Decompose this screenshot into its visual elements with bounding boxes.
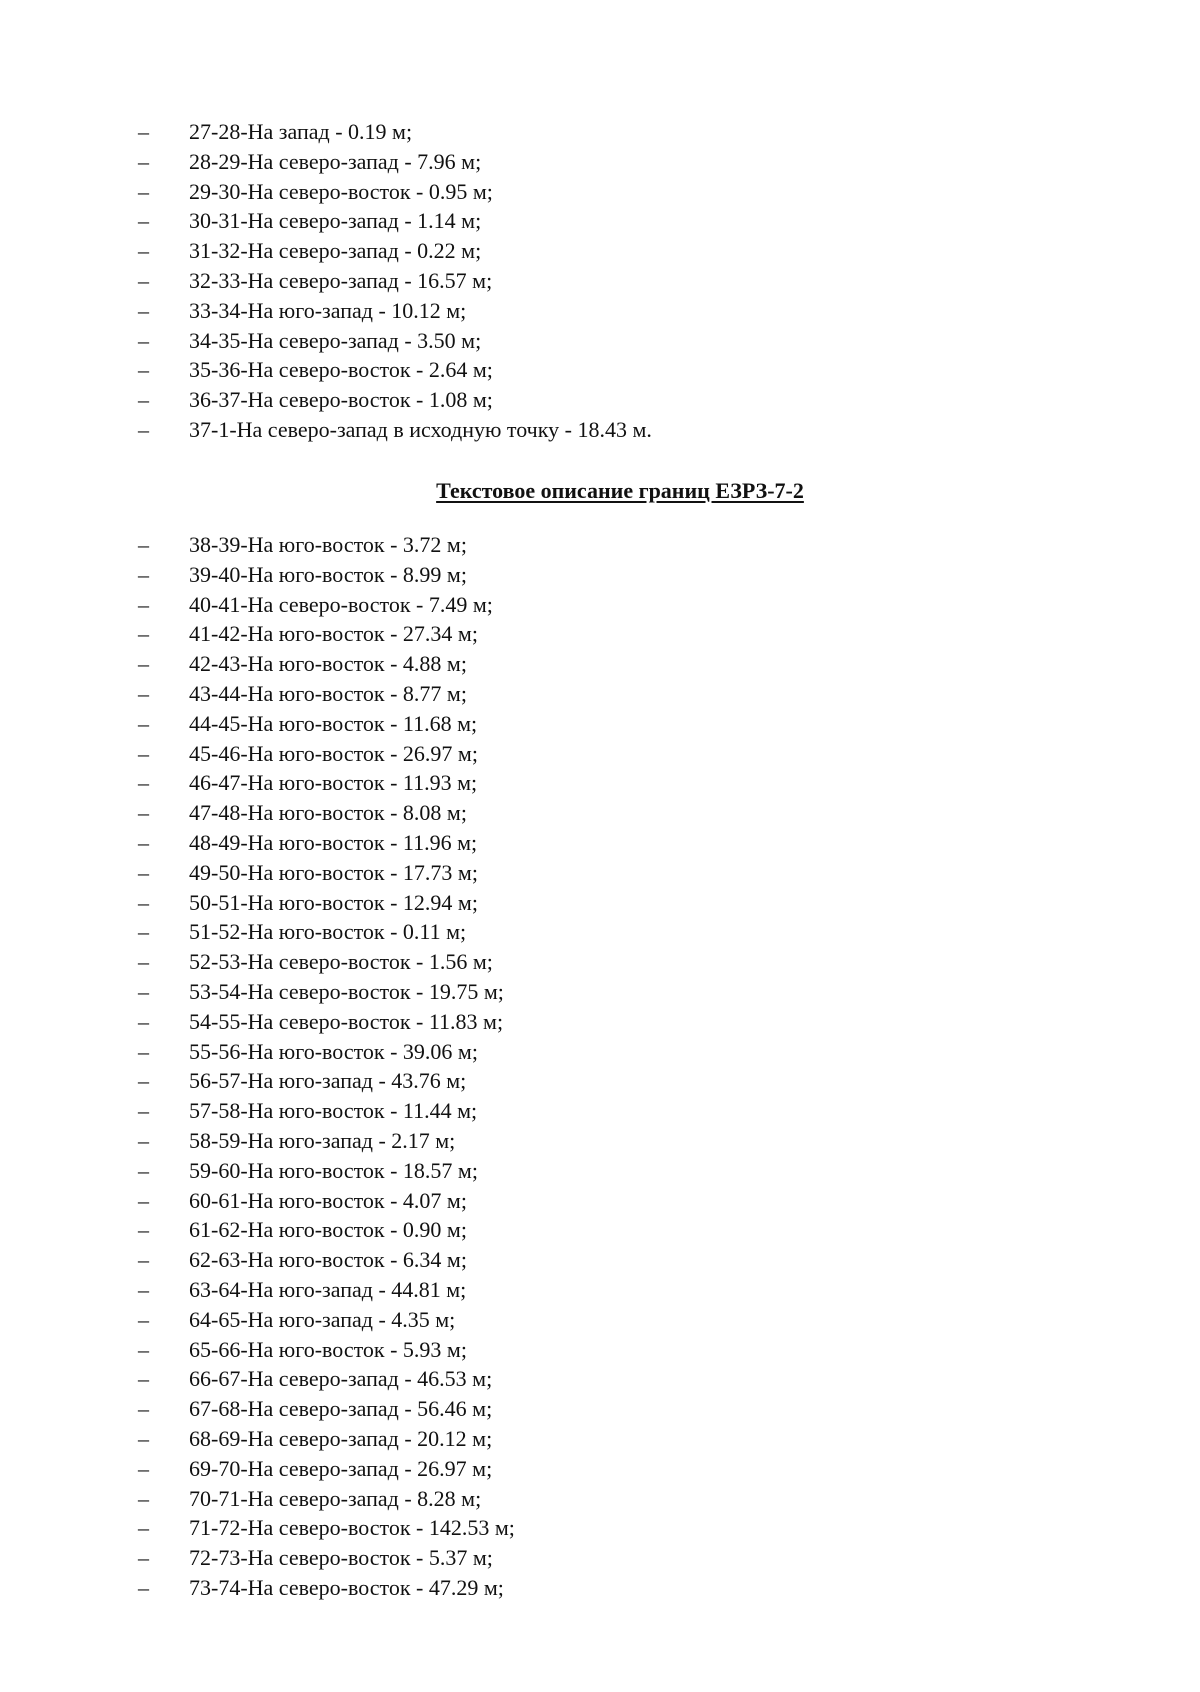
list-item bbox=[138, 177, 1038, 207]
list-bullet: – bbox=[138, 621, 149, 647]
list-bullet: – bbox=[138, 859, 149, 885]
list-item bbox=[138, 649, 1038, 679]
list-item bbox=[138, 798, 1038, 828]
list-item bbox=[138, 1454, 1038, 1484]
list-item bbox=[138, 1186, 1038, 1216]
list-item bbox=[138, 709, 1038, 739]
list-bullet: – bbox=[138, 829, 149, 855]
list-item-text: 29-30-На северо-восток - 0.95 м; bbox=[189, 178, 493, 204]
list-bullet: – bbox=[138, 208, 149, 234]
list-item-text: 42-43-На юго-восток - 4.88 м; bbox=[189, 651, 467, 677]
list-item-text: 63-64-На юго-запад - 44.81 м; bbox=[189, 1276, 467, 1302]
list-item bbox=[138, 858, 1038, 888]
list-item-text: 49-50-На юго-восток - 17.73 м; bbox=[189, 859, 478, 885]
list-item bbox=[138, 530, 1038, 560]
list-item-text: 73-74-На северо-восток - 47.29 м; bbox=[189, 1574, 504, 1600]
list-item-text: 34-35-На северо-запад - 3.50 м; bbox=[189, 327, 482, 353]
list-item bbox=[138, 947, 1038, 977]
list-item-text: 27-28-На запад - 0.19 м; bbox=[189, 119, 413, 144]
list-bullet: – bbox=[138, 416, 149, 442]
list-item-text: 40-41-На северо-восток - 7.49 м; bbox=[189, 591, 493, 617]
list-item bbox=[138, 385, 1038, 415]
list-item-text: 54-55-На северо-восток - 11.83 м; bbox=[189, 1008, 504, 1034]
list-item bbox=[138, 888, 1038, 918]
list-item bbox=[138, 1424, 1038, 1454]
list-bullet: – bbox=[138, 1485, 149, 1511]
list-item bbox=[138, 1096, 1038, 1126]
list-item bbox=[138, 1543, 1038, 1573]
list-item-text: 38-39-На юго-восток - 3.72 м; bbox=[189, 532, 467, 557]
list-item-text: 48-49-На юго-восток - 11.96 м; bbox=[189, 829, 478, 855]
list-item-text: 68-69-На северо-запад - 20.12 м; bbox=[189, 1425, 493, 1451]
list-item bbox=[138, 1037, 1038, 1067]
list-item bbox=[138, 739, 1038, 769]
list-item-text: 65-66-На юго-восток - 5.93 м; bbox=[189, 1336, 467, 1362]
list-item bbox=[138, 768, 1038, 798]
list-item bbox=[138, 326, 1038, 356]
list-bullet: – bbox=[138, 119, 149, 144]
list-item bbox=[138, 1305, 1038, 1335]
list-item bbox=[138, 590, 1038, 620]
list-bullet: – bbox=[138, 532, 149, 557]
list-bullet: – bbox=[138, 1098, 149, 1124]
list-item-text: 43-44-На юго-восток - 8.77 м; bbox=[189, 680, 467, 706]
list-bullet: – bbox=[138, 1515, 149, 1541]
list-item bbox=[138, 415, 1038, 445]
list-item-text: 72-73-На северо-восток - 5.37 м; bbox=[189, 1545, 493, 1571]
list-item bbox=[138, 206, 1038, 236]
list-bullet: – bbox=[138, 1187, 149, 1213]
list-item-text: 56-57-На юго-запад - 43.76 м; bbox=[189, 1068, 467, 1094]
list-item bbox=[138, 1126, 1038, 1156]
list-item-text: 66-67-На северо-запад - 46.53 м; bbox=[189, 1366, 493, 1392]
list-item-text: 69-70-На северо-запад - 26.97 м; bbox=[189, 1455, 493, 1481]
list-bullet: – bbox=[138, 800, 149, 826]
list-bullet: – bbox=[138, 1574, 149, 1600]
list-item-text: 60-61-На юго-восток - 4.07 м; bbox=[189, 1187, 467, 1213]
list-item bbox=[138, 236, 1038, 266]
list-item bbox=[138, 619, 1038, 649]
list-bullet: – bbox=[138, 1336, 149, 1362]
list-item-text: 59-60-На юго-восток - 18.57 м; bbox=[189, 1157, 478, 1183]
list-item-text: 32-33-На северо-запад - 16.57 м; bbox=[189, 267, 493, 293]
list-item-text: 52-53-На северо-восток - 1.56 м; bbox=[189, 949, 493, 975]
list-bullet: – bbox=[138, 327, 149, 353]
list-item-text: 64-65-На юго-запад - 4.35 м; bbox=[189, 1306, 456, 1332]
list-bullet: – bbox=[138, 1127, 149, 1153]
list-item bbox=[138, 1066, 1038, 1096]
list-bullet: – bbox=[138, 1545, 149, 1571]
list-item-text: 36-37-На северо-восток - 1.08 м; bbox=[189, 387, 493, 413]
list-item bbox=[138, 296, 1038, 326]
list-bullet: – bbox=[138, 740, 149, 766]
list-bullet: – bbox=[138, 267, 149, 293]
list-bullet: – bbox=[138, 591, 149, 617]
list-bullet: – bbox=[138, 1157, 149, 1183]
list-item-text: 44-45-На юго-восток - 11.68 м; bbox=[189, 710, 478, 736]
list-item bbox=[138, 147, 1038, 177]
list-bullet: – bbox=[138, 1068, 149, 1094]
list-item-text: 39-40-На юго-восток - 8.99 м; bbox=[189, 561, 467, 587]
boundary-list-top bbox=[138, 117, 1038, 445]
list-item-text: 50-51-На юго-восток - 12.94 м; bbox=[189, 889, 478, 915]
list-item-text: 31-32-На северо-запад - 0.22 м; bbox=[189, 238, 482, 264]
list-item bbox=[138, 117, 1038, 147]
list-item-text: 53-54-На северо-восток - 19.75 м; bbox=[189, 978, 504, 1004]
list-item bbox=[138, 828, 1038, 858]
list-bullet: – bbox=[138, 148, 149, 174]
list-item bbox=[138, 1513, 1038, 1543]
list-bullet: – bbox=[138, 949, 149, 975]
list-bullet: – bbox=[138, 1455, 149, 1481]
list-item-text: 41-42-На юго-восток - 27.34 м; bbox=[189, 621, 478, 647]
list-item-text: 58-59-На юго-запад - 2.17 м; bbox=[189, 1127, 456, 1153]
list-item bbox=[138, 1007, 1038, 1037]
list-bullet: – bbox=[138, 919, 149, 945]
list-item-text: 28-29-На северо-запад - 7.96 м; bbox=[189, 148, 482, 174]
list-bullet: – bbox=[138, 1306, 149, 1332]
list-item bbox=[138, 679, 1038, 709]
list-item bbox=[138, 1484, 1038, 1514]
list-bullet: – bbox=[138, 1008, 149, 1034]
list-item bbox=[138, 560, 1038, 590]
list-item bbox=[138, 355, 1038, 385]
list-item-text: 46-47-На юго-восток - 11.93 м; bbox=[189, 770, 478, 796]
list-item-text: 62-63-На юго-восток - 6.34 м; bbox=[189, 1247, 467, 1273]
list-item-text: 55-56-На юго-восток - 39.06 м; bbox=[189, 1038, 478, 1064]
list-item-text: 30-31-На северо-запад - 1.14 м; bbox=[189, 208, 482, 234]
list-bullet: – bbox=[138, 1366, 149, 1392]
list-bullet: – bbox=[138, 1038, 149, 1064]
list-item bbox=[138, 917, 1038, 947]
boundary-list-bottom bbox=[138, 530, 1038, 1603]
list-bullet: – bbox=[138, 1217, 149, 1243]
list-item bbox=[138, 1573, 1038, 1603]
list-bullet: – bbox=[138, 297, 149, 323]
list-item-text: 47-48-На юго-восток - 8.08 м; bbox=[189, 800, 467, 826]
list-item bbox=[138, 1245, 1038, 1275]
list-item-text: 61-62-На юго-восток - 0.90 м; bbox=[189, 1217, 467, 1243]
list-bullet: – bbox=[138, 680, 149, 706]
list-item-text: 51-52-На юго-восток - 0.11 м; bbox=[189, 919, 467, 945]
list-bullet: – bbox=[138, 978, 149, 1004]
section-title: Текстовое описание границ ЕЗРЗ-7-2 bbox=[436, 478, 804, 503]
list-bullet: – bbox=[138, 1247, 149, 1273]
list-item bbox=[138, 1275, 1038, 1305]
list-item-text: 67-68-На северо-запад - 56.46 м; bbox=[189, 1396, 493, 1422]
list-item-text: 71-72-На северо-восток - 142.53 м; bbox=[189, 1515, 515, 1541]
list-item bbox=[138, 1364, 1038, 1394]
list-bullet: – bbox=[138, 710, 149, 736]
list-item-text: 35-36-На северо-восток - 2.64 м; bbox=[189, 357, 493, 383]
list-item-text: 33-34-На юго-запад - 10.12 м; bbox=[189, 297, 467, 323]
list-bullet: – bbox=[138, 561, 149, 587]
list-bullet: – bbox=[138, 387, 149, 413]
list-item bbox=[138, 1156, 1038, 1186]
list-bullet: – bbox=[138, 1425, 149, 1451]
list-bullet: – bbox=[138, 651, 149, 677]
list-item-text: 37-1-На северо-запад в исходную точку - 18.43 м. bbox=[189, 416, 652, 442]
list-item bbox=[138, 1215, 1038, 1245]
list-bullet: – bbox=[138, 1396, 149, 1422]
list-bullet: – bbox=[138, 357, 149, 383]
list-item-text: 57-58-На юго-восток - 11.44 м; bbox=[189, 1098, 478, 1124]
list-bullet: – bbox=[138, 238, 149, 264]
list-item bbox=[138, 1335, 1038, 1365]
list-item bbox=[138, 266, 1038, 296]
list-bullet: – bbox=[138, 178, 149, 204]
list-item bbox=[138, 1394, 1038, 1424]
list-item bbox=[138, 977, 1038, 1007]
list-bullet: – bbox=[138, 889, 149, 915]
list-bullet: – bbox=[138, 770, 149, 796]
list-item-text: 45-46-На юго-восток - 26.97 м; bbox=[189, 740, 478, 766]
list-item-text: 70-71-На северо-запад - 8.28 м; bbox=[189, 1485, 482, 1511]
list-bullet: – bbox=[138, 1276, 149, 1302]
